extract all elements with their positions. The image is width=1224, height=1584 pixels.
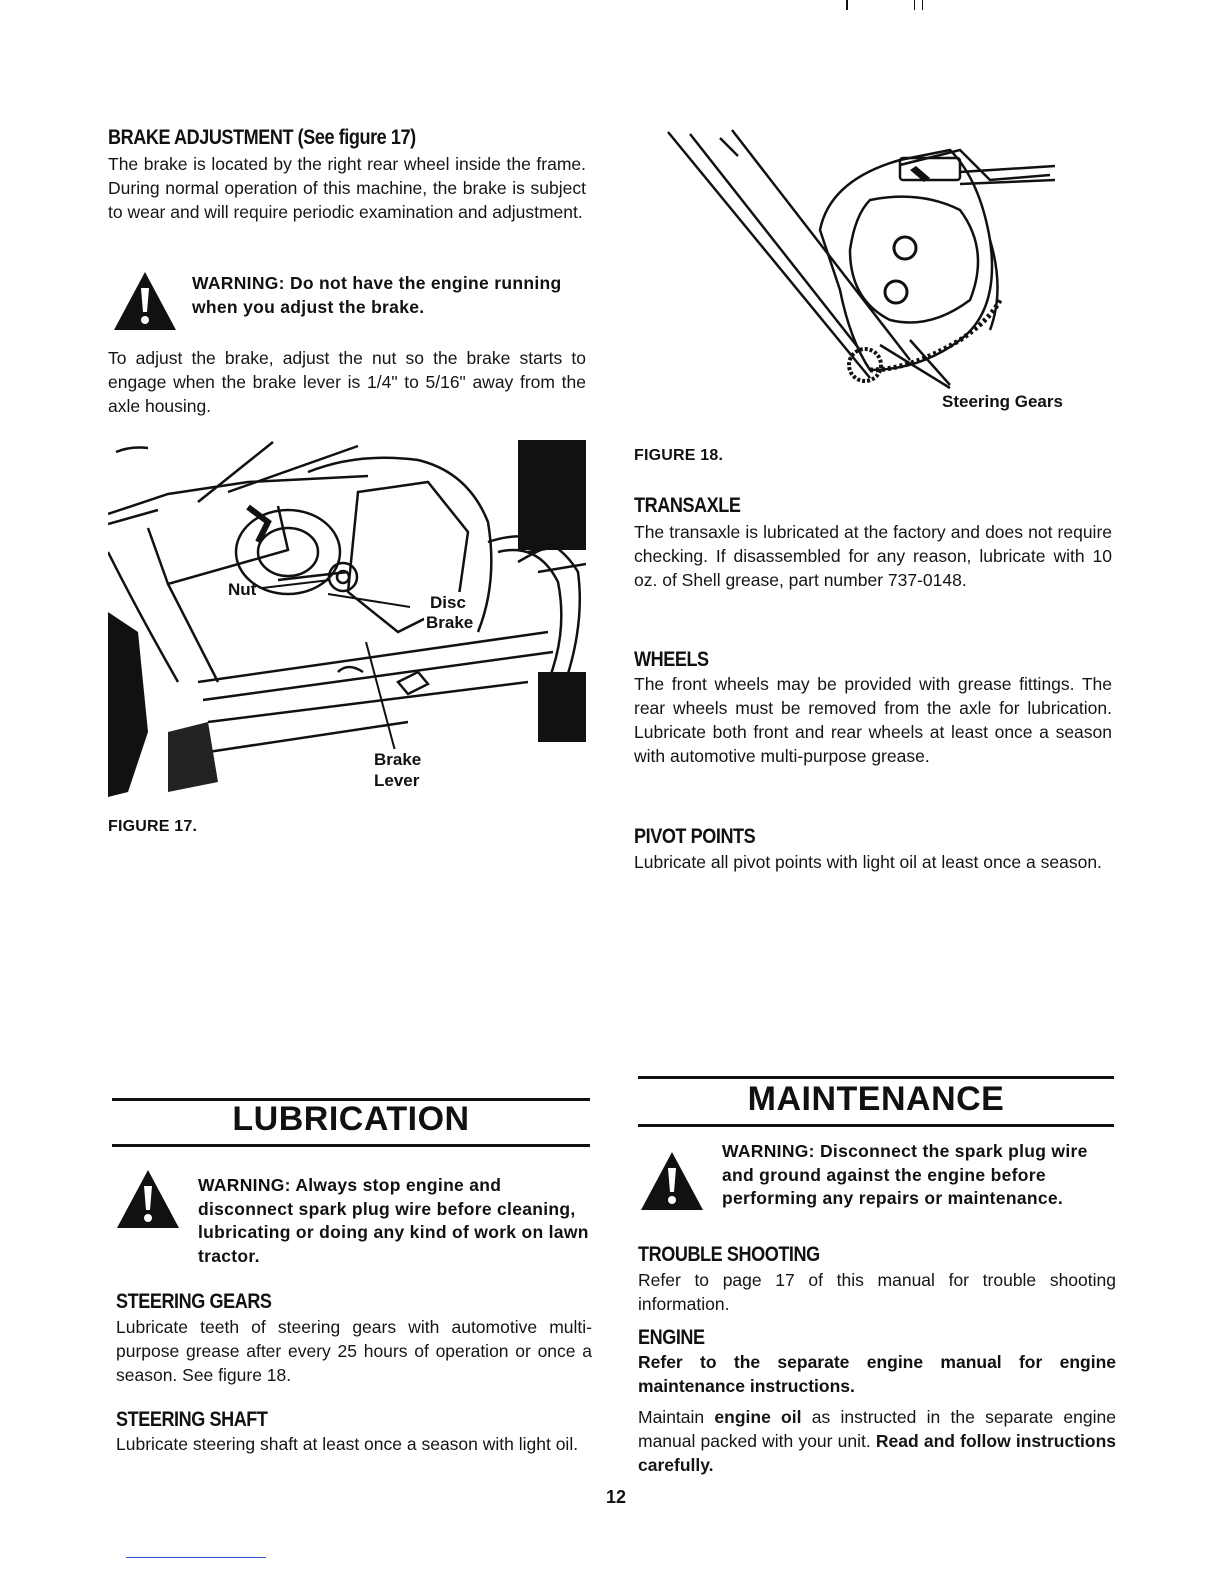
warning-icon — [114, 1168, 182, 1230]
maintenance-title: MAINTENANCE — [747, 1080, 1005, 1118]
maintenance-warning-text: WARNING: Disconnect the spark plug wire and ground against the engine before performing any repairs or maintenance. — [722, 1141, 1088, 1208]
trouble-shooting-text: Refer to page 17 of this manual for trouble shooting information. — [638, 1270, 1116, 1314]
engine-oil-text-a: Maintain — [638, 1407, 715, 1427]
label-nut: Nut — [228, 580, 257, 599]
label-brake-lever-2: Lever — [374, 771, 420, 790]
label-brake-lever-1: Brake — [374, 750, 422, 769]
label-steering-gears: Steering Gears — [942, 392, 1063, 411]
maintenance-bottom-rule — [638, 1124, 1114, 1127]
scan-mark — [914, 0, 915, 10]
scan-mark — [922, 0, 923, 10]
label-disc-brake: Brake — [426, 613, 474, 632]
engine-bold-text: Refer to the separate engine manual for engine maintenance instructions. — [638, 1352, 1116, 1396]
engine-oil-text-b: engine oil — [714, 1407, 802, 1427]
trouble-shooting-heading: TROUBLE SHOOTING — [638, 1243, 820, 1266]
transaxle-text: The transaxle is lubricated at the factory and does not require checking. If disassembled for any reason, lubricate with 10 oz. of Shell grease, part number 737-0148. — [634, 522, 1112, 590]
engine-oil-text-d: Read and follow instructions carefully. — [638, 1431, 1116, 1475]
lubrication-title: LUBRICATION — [232, 1100, 470, 1138]
warning-icon — [638, 1150, 706, 1212]
figure-18-caption: FIGURE 18. — [634, 447, 724, 464]
figure-18-illustration — [660, 120, 1080, 420]
lubrication-warning-text: WARNING: Always stop engine and disconnect spark plug wire before cleaning, lubricating or doing any kind of work on lawn tractor. — [198, 1175, 589, 1266]
engine-oil-paragraph — [638, 1405, 1116, 1477]
maintenance-top-rule — [638, 1076, 1114, 1079]
brake-paragraph-1: The brake is located by the right rear wheel inside the frame. During normal operation of this machine, the brake is subject to wear and will require periodic examination and adjustment. — [108, 154, 586, 222]
engine-oil-text-c: as instructed in the separate engine manual packed with your unit. — [638, 1407, 1116, 1451]
lubrication-bottom-rule — [112, 1144, 590, 1147]
brake-adjustment-heading: BRAKE ADJUSTMENT (See figure 17) — [108, 126, 416, 149]
wheels-text: The front wheels may be provided with grease fittings. The rear wheels must be removed from the axle for lubrication. Lubricate both front and rear wheels at least once a season with automotive multi-purpose grease. — [634, 674, 1112, 766]
steering-shaft-heading: STEERING SHAFT — [116, 1408, 268, 1431]
label-disc: Disc — [430, 593, 466, 612]
steering-shaft-text: Lubricate steering shaft at least once a season with light oil. — [116, 1434, 579, 1454]
pivot-points-heading: PIVOT POINTS — [634, 825, 756, 848]
transaxle-heading: TRANSAXLE — [634, 494, 741, 517]
figure-17-illustration — [108, 432, 586, 804]
bottom-link-line — [126, 1557, 266, 1558]
wheels-heading: WHEELS — [634, 648, 709, 671]
brake-warning-text: WARNING: Do not have the engine running when you adjust the brake. — [192, 273, 562, 317]
engine-heading: ENGINE — [638, 1326, 705, 1349]
scan-mark — [846, 0, 848, 10]
page-number: 12 — [606, 1487, 627, 1507]
figure-17-caption: FIGURE 17. — [108, 818, 198, 835]
steering-gears-text: Lubricate teeth of steering gears with automotive multi-purpose grease after every 25 hours of operation or once a season. See figure 18. — [116, 1317, 592, 1385]
warning-icon — [112, 270, 178, 332]
brake-paragraph-2: To adjust the brake, adjust the nut so the brake starts to engage when the brake lever is 1/4" to 5/16" away from the axle housing. — [108, 348, 586, 416]
steering-gears-heading: STEERING GEARS — [116, 1290, 272, 1313]
pivot-points-text: Lubricate all pivot points with light oil at least once a season. — [634, 852, 1102, 872]
